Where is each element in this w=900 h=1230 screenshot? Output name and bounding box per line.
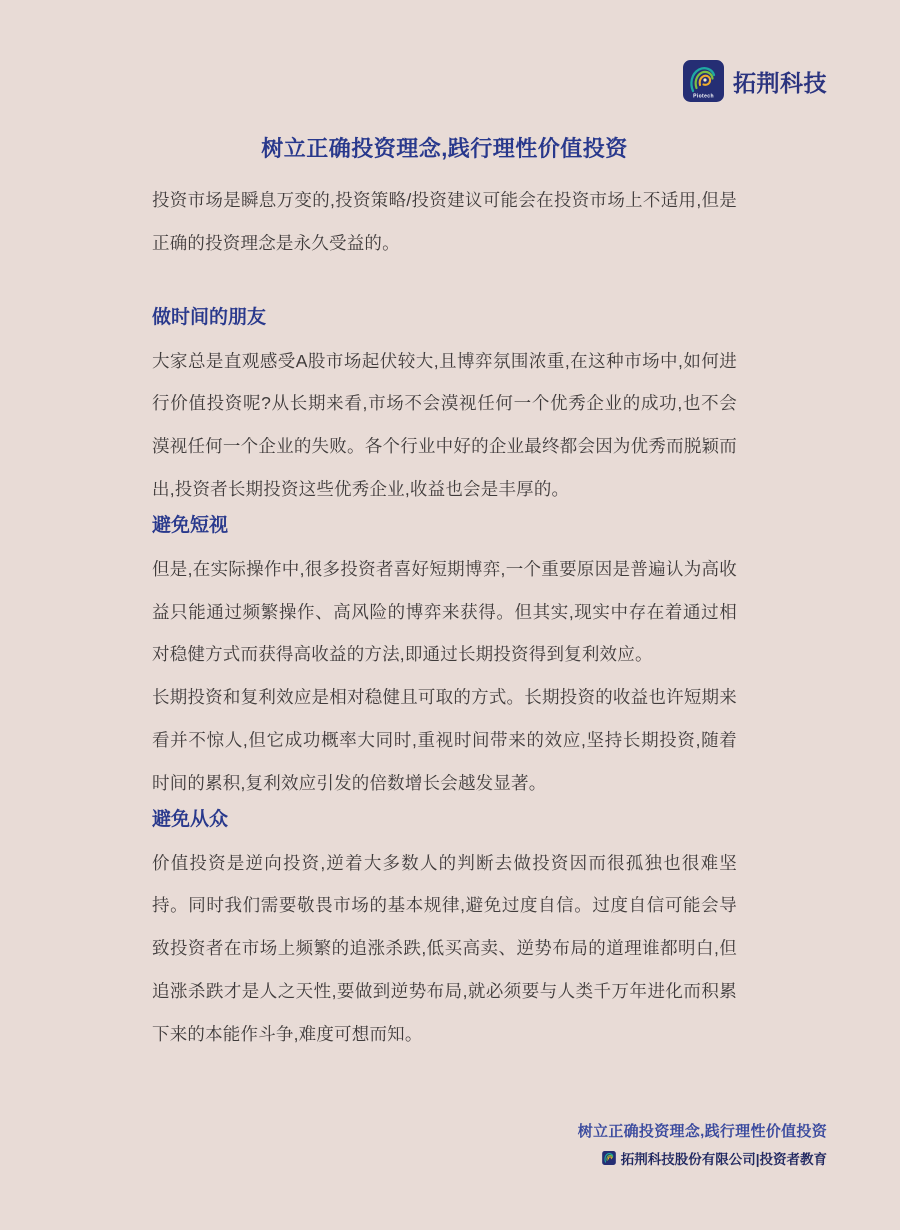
body-paragraph: 长期投资和复利效应是相对稳健且可取的方式。长期投资的收益也许短期来看并不惊人,但它成功概率大同时,重视时间带来的效应,坚持长期投资,随着时间的累积,复利效应引发的倍数增长会越发显著。 bbox=[152, 687, 737, 793]
body-paragraph: 但是,在实际操作中,很多投资者喜好短期博弈,一个重要原因是普遍认为高收益只能通过频繁操作、高风险的博弈来获得。但其实,现实中存在着通过相对稳健方式而获得高收益的方法,即通过长期投资得到复利效应。 bbox=[152, 558, 737, 665]
page-header bbox=[0, 0, 900, 102]
section-heading-time-friend: 做时间的朋友 bbox=[152, 306, 267, 328]
footer-company-line bbox=[0, 1148, 827, 1168]
intro-paragraph: 投资市场是瞬息万变的,投资策略/投资建议可能会在投资市场上不适用,但是正确的投资理念是永久受益的。 bbox=[152, 190, 737, 253]
peacock-swirl-icon-small bbox=[602, 1151, 616, 1165]
body-paragraph: 大家总是直观感受A股市场起伏较大,且博弈氛围浓重,在这种市场中,如何进行价值投资呢?从长期来看,市场不会漠视任何一个优秀企业的成功,也不会漠视任何一个企业的失败。各个行业中好的企业最终都会因为优秀而脱颖而出,投资者长期投资这些优秀企业,收益也会是丰厚的。 bbox=[152, 350, 737, 499]
footer-slogan: 树立正确投资理念,践行理性价值投资 bbox=[577, 1123, 827, 1140]
brand-logo-lockup bbox=[683, 60, 827, 102]
section-heading-avoid-shortsight: 避免短视 bbox=[152, 514, 229, 536]
brand-name: 拓荆科技 bbox=[733, 69, 827, 96]
section-heading-avoid-herding: 避免从众 bbox=[152, 808, 229, 830]
footer-company-text: 拓荆科技股份有限公司|投资者教育 bbox=[620, 1152, 827, 1167]
page-title: 树立正确投资理念,践行理性价值投资 bbox=[261, 136, 628, 161]
peacock-swirl-icon bbox=[683, 60, 724, 102]
body-paragraph: 价值投资是逆向投资,逆着大多数人的判断去做投资因而很孤独也很难坚持。同时我们需要敬畏市场的基本规律,避免过度自信。过度自信可能会导致投资者在市场上频繁的追涨杀跌,低买高卖、逆势布局的道理谁都明白,但追涨杀跌才是人之天性,要做到逆势布局,就必须要与人类千万年进化而积累下来的本能作斗争,难度可想而知。 bbox=[152, 852, 737, 1044]
page-footer bbox=[0, 1120, 900, 1230]
article bbox=[0, 102, 900, 1056]
svg-text:Piotech: Piotech bbox=[693, 93, 714, 100]
